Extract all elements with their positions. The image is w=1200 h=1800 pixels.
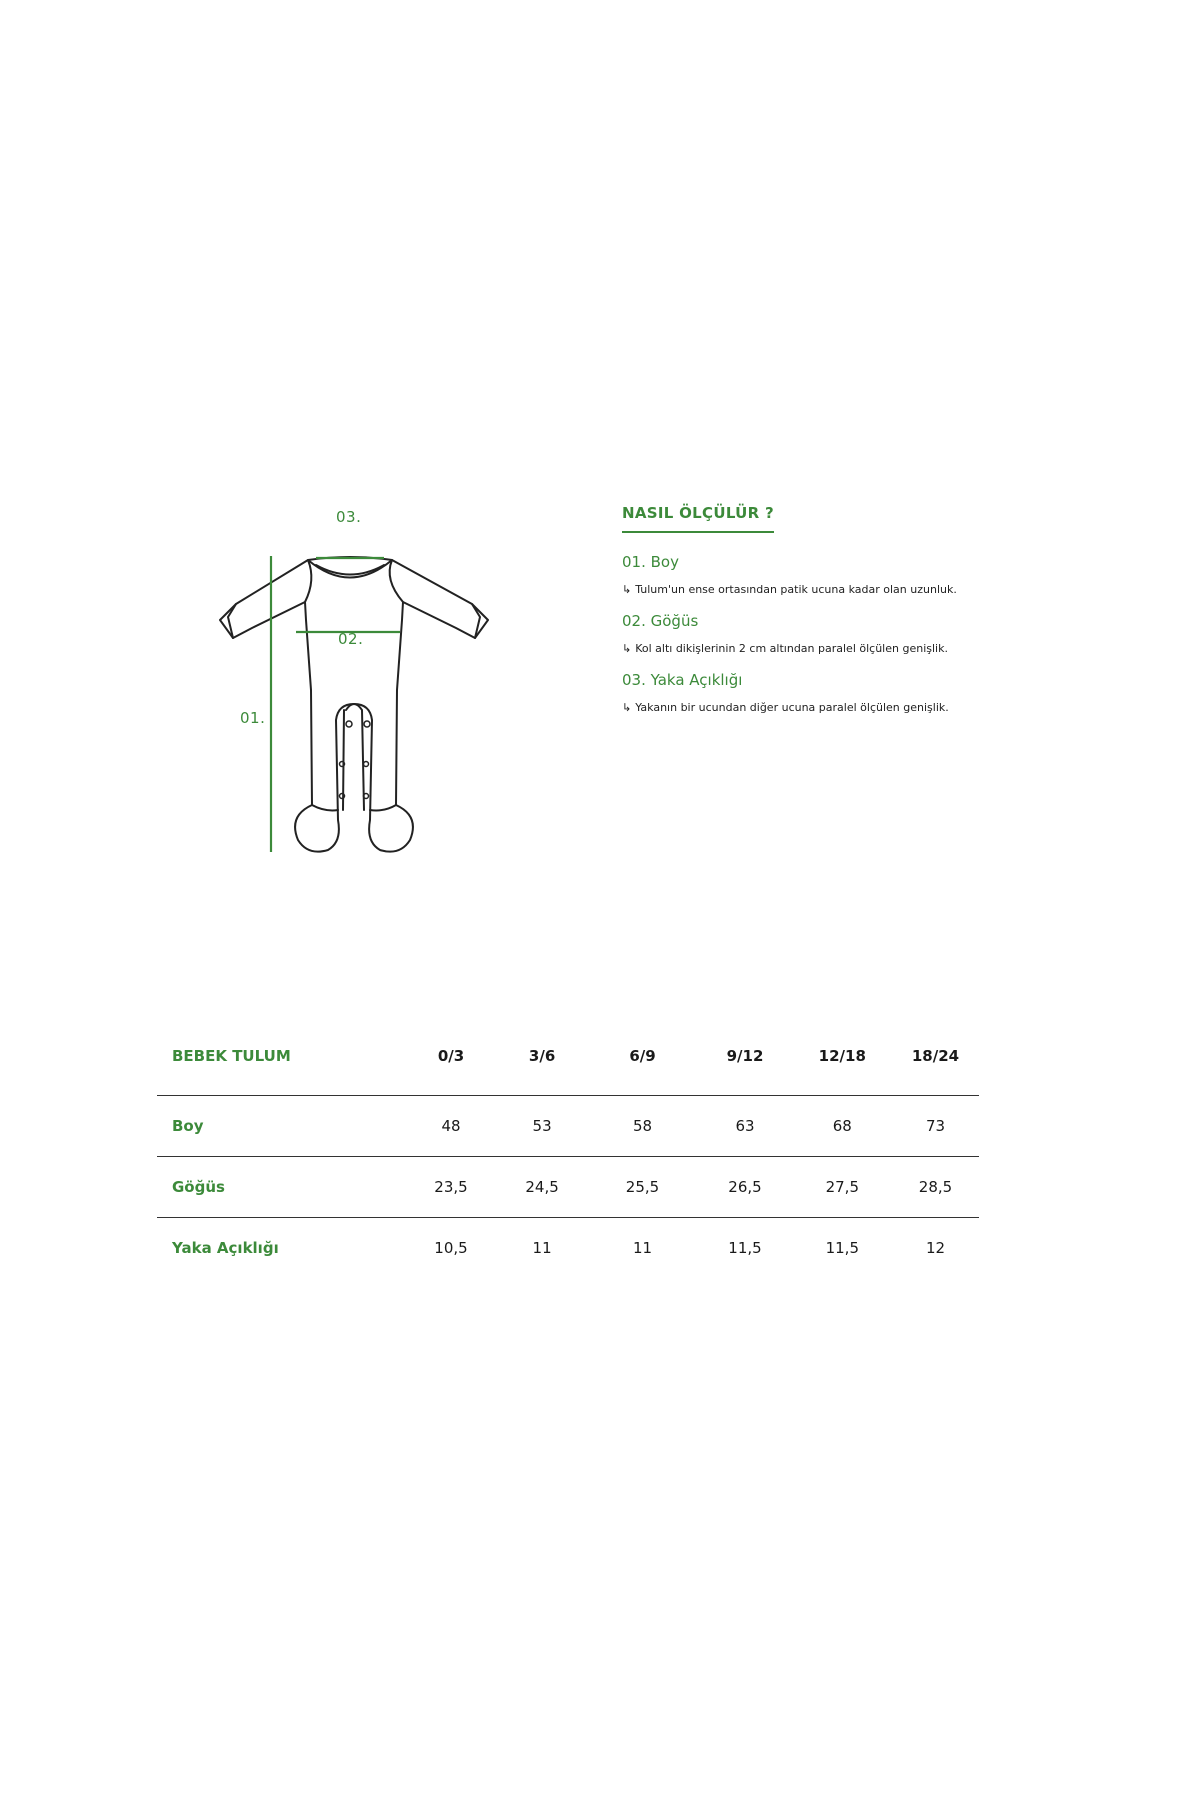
table-cell: 73	[925, 1117, 946, 1135]
collar-inner	[316, 565, 384, 575]
table-cell: 63	[735, 1117, 755, 1135]
step-title: 02. Göğüs	[622, 612, 699, 630]
arrow-icon: ↳	[622, 701, 632, 714]
how-to-measure-title: NASIL ÖLÇÜLÜR ?	[622, 504, 774, 533]
table-cell: 28,5	[918, 1178, 953, 1196]
row-label: Boy	[172, 1117, 204, 1135]
size-header: 0/3	[437, 1047, 465, 1065]
table-cell: 11,5	[825, 1239, 859, 1257]
step-collar	[622, 671, 1042, 714]
step-title: 01. Boy	[622, 553, 679, 571]
snap-button	[364, 721, 370, 727]
table-cell: 11	[632, 1239, 653, 1257]
table-cell: 68	[832, 1117, 852, 1135]
step-description-text: Tulum'un ense ortasından patik ucuna kadar olan uzunluk.	[635, 583, 957, 596]
table-cell: 27,5	[825, 1178, 859, 1196]
table-row	[157, 1218, 979, 1279]
size-header: 6/9	[629, 1047, 656, 1065]
row-label: Yaka Açıklığı	[172, 1239, 279, 1257]
crotch-placket	[343, 704, 364, 810]
size-table	[157, 1035, 979, 1278]
table-cell: 10,5	[434, 1239, 468, 1257]
size-header: 12/18	[818, 1047, 866, 1065]
snap-button	[346, 721, 352, 727]
size-header: 18/24	[911, 1047, 960, 1065]
table-title: BEBEK TULUM	[172, 1047, 291, 1065]
snap-button	[364, 794, 369, 799]
chest-dim-label: 02.	[338, 630, 364, 648]
snap-button	[340, 794, 345, 799]
step-chest	[622, 612, 1042, 655]
left-shoulder-seam	[305, 560, 311, 602]
table-cell: 11	[532, 1239, 552, 1257]
table-cell: 48	[441, 1117, 461, 1135]
table-header-row	[157, 1035, 979, 1096]
size-header: 3/6	[528, 1047, 556, 1065]
right-shoulder-seam	[390, 560, 403, 602]
table-cell: 24,5	[525, 1178, 559, 1196]
right-foot-seam	[370, 805, 396, 810]
measurement-diagram	[200, 508, 520, 860]
arrow-icon: ↳	[622, 583, 632, 596]
snap-button	[340, 762, 345, 767]
romper-illustration	[200, 520, 520, 860]
length-dim-label: 01.	[240, 709, 266, 727]
table-cell: 23,5	[434, 1178, 468, 1196]
table-cell: 53	[532, 1117, 552, 1135]
size-header: 9/12	[726, 1047, 764, 1065]
step-description	[622, 583, 1042, 596]
step-length	[622, 553, 1042, 596]
table-row	[157, 1096, 979, 1157]
snap-button	[364, 762, 369, 767]
step-description-text: Yakanın bir ucundan diğer ucuna paralel ölçülen genişlik.	[635, 701, 949, 714]
step-description	[622, 701, 1042, 714]
arrow-icon: ↳	[622, 642, 632, 655]
table-cell: 12	[925, 1239, 946, 1257]
collar-dim-label: 03.	[336, 508, 362, 526]
how-to-measure	[622, 504, 1042, 730]
step-title: 03. Yaka Açıklığı	[622, 671, 743, 689]
table-cell: 26,5	[728, 1178, 762, 1196]
row-label: Göğüs	[172, 1178, 225, 1196]
step-description	[622, 642, 1042, 655]
left-foot-seam	[312, 805, 338, 810]
table-cell: 58	[632, 1117, 653, 1135]
step-description-text: Kol altı dikişlerinin 2 cm altından paralel ölçülen genişlik.	[635, 642, 948, 655]
table-cell: 25,5	[625, 1178, 660, 1196]
table-cell: 11,5	[728, 1239, 762, 1257]
table-row	[157, 1157, 979, 1218]
